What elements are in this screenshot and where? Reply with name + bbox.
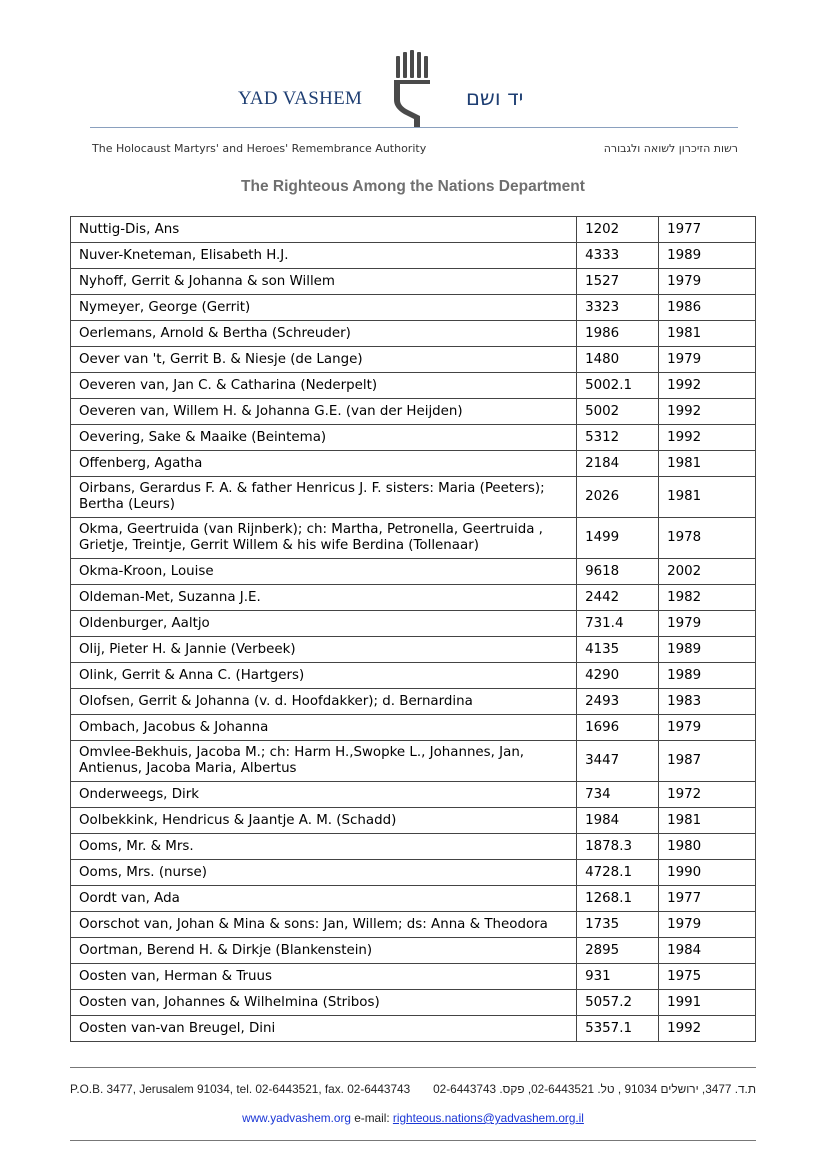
record-name: Oerlemans, Arnold & Bertha (Schreuder) — [71, 321, 577, 347]
record-file-number: 2184 — [577, 451, 659, 477]
record-year: 1992 — [659, 425, 756, 451]
record-name: Oevering, Sake & Maaike (Beintema) — [71, 425, 577, 451]
record-year: 1987 — [659, 741, 756, 782]
footer-address — [70, 1082, 756, 1098]
record-file-number: 2895 — [577, 938, 659, 964]
record-year: 1979 — [659, 269, 756, 295]
record-name: Nuver-Kneteman, Elisabeth H.J. — [71, 243, 577, 269]
record-file-number: 5002 — [577, 399, 659, 425]
record-year: 1989 — [659, 637, 756, 663]
table-row — [71, 295, 756, 321]
address-hebrew: ת.ד. 3477, ירושלים 91034 , טל. 02-6443521, פקס. 02-6443743 — [433, 1082, 756, 1096]
record-year: 1972 — [659, 782, 756, 808]
record-year: 1984 — [659, 938, 756, 964]
record-name: Nyhoff, Gerrit & Johanna & son Willem — [71, 269, 577, 295]
table-row — [71, 321, 756, 347]
record-file-number: 3447 — [577, 741, 659, 782]
authority-hebrew: רשות הזיכרון לשואה ולגבורה — [603, 142, 738, 155]
record-file-number: 2442 — [577, 585, 659, 611]
record-file-number: 1480 — [577, 347, 659, 373]
table-row — [71, 518, 756, 559]
record-file-number: 1878.3 — [577, 834, 659, 860]
record-file-number: 1986 — [577, 321, 659, 347]
record-year: 1992 — [659, 1016, 756, 1042]
record-year: 1983 — [659, 689, 756, 715]
record-name: Oortman, Berend H. & Dirkje (Blankenstein) — [71, 938, 577, 964]
record-name: Olofsen, Gerrit & Johanna (v. d. Hoofdakker); d. Bernardina — [71, 689, 577, 715]
record-year: 1981 — [659, 477, 756, 518]
record-name: Onderweegs, Dirk — [71, 782, 577, 808]
record-name: Oolbekkink, Hendricus & Jaantje A. M. (Schadd) — [71, 808, 577, 834]
footer-divider-top — [70, 1067, 756, 1068]
table-row — [71, 611, 756, 637]
record-file-number: 9618 — [577, 559, 659, 585]
email-link[interactable]: righteous.nations@yadvashem.org.il — [392, 1111, 584, 1125]
record-year: 2002 — [659, 559, 756, 585]
record-year: 1980 — [659, 834, 756, 860]
record-file-number: 5057.2 — [577, 990, 659, 1016]
record-file-number: 4333 — [577, 243, 659, 269]
record-name: Oldeman-Met, Suzanna J.E. — [71, 585, 577, 611]
record-name: Oldenburger, Aaltjo — [71, 611, 577, 637]
record-name: Oirbans, Gerardus F. A. & father Henricus J. F. sisters: Maria (Peeters); Bertha (Leurs) — [71, 477, 577, 518]
record-name: Oorschot van, Johan & Mina & sons: Jan, Willem; ds: Anna & Theodora — [71, 912, 577, 938]
record-year: 1977 — [659, 886, 756, 912]
record-file-number: 4290 — [577, 663, 659, 689]
record-year: 1992 — [659, 399, 756, 425]
record-year: 1975 — [659, 964, 756, 990]
table-row — [71, 938, 756, 964]
record-name: Ooms, Mrs. (nurse) — [71, 860, 577, 886]
record-year: 1979 — [659, 912, 756, 938]
org-name-hebrew: יד ושם — [466, 86, 524, 110]
table-row — [71, 269, 756, 295]
record-year: 1979 — [659, 347, 756, 373]
table-row — [71, 243, 756, 269]
address-english: P.O.B. 3477, Jerusalem 91034, tel. 02-6443521, fax. 02-6443743 — [70, 1082, 411, 1096]
table-row — [71, 834, 756, 860]
record-name: Oordt van, Ada — [71, 886, 577, 912]
record-year: 1977 — [659, 217, 756, 243]
record-year: 1979 — [659, 611, 756, 637]
record-file-number: 4728.1 — [577, 860, 659, 886]
table-row — [71, 912, 756, 938]
record-year: 1982 — [659, 585, 756, 611]
record-name: Okma, Geertruida (van Rijnberk); ch: Martha, Petronella, Geertruida , Grietje, Treintje, Gerrit Willem & his wife Berdina (Tollenaar) — [71, 518, 577, 559]
org-name-english: YAD VASHEM — [238, 88, 363, 109]
record-name: Oeveren van, Willem H. & Johanna G.E. (van der Heijden) — [71, 399, 577, 425]
email-label: e-mail: — [354, 1111, 390, 1125]
letterhead — [0, 0, 826, 170]
department-title: The Righteous Among the Nations Department — [241, 178, 585, 195]
table-row — [71, 559, 756, 585]
table-row — [71, 663, 756, 689]
table-row — [71, 451, 756, 477]
footer-divider-bottom — [70, 1140, 756, 1141]
record-name: Okma-Kroon, Louise — [71, 559, 577, 585]
table-row — [71, 808, 756, 834]
record-name: Oosten van-van Breugel, Dini — [71, 1016, 577, 1042]
record-name: Nuttig-Dis, Ans — [71, 217, 577, 243]
website-link[interactable]: www.yadvashem.org — [242, 1111, 351, 1125]
table-row — [71, 399, 756, 425]
record-name: Nymeyer, George (Gerrit) — [71, 295, 577, 321]
table-row — [71, 689, 756, 715]
table-row — [71, 782, 756, 808]
record-name: Olij, Pieter H. & Jannie (Verbeek) — [71, 637, 577, 663]
record-file-number: 1735 — [577, 912, 659, 938]
table-row — [71, 964, 756, 990]
record-file-number: 3323 — [577, 295, 659, 321]
record-name: Olink, Gerrit & Anna C. (Hartgers) — [71, 663, 577, 689]
table-row — [71, 637, 756, 663]
righteous-table — [70, 216, 756, 1042]
record-file-number: 1696 — [577, 715, 659, 741]
record-file-number: 1499 — [577, 518, 659, 559]
table-row — [71, 477, 756, 518]
record-name: Oever van 't, Gerrit B. & Niesje (de Lange) — [71, 347, 577, 373]
record-name: Offenberg, Agatha — [71, 451, 577, 477]
record-year: 1990 — [659, 860, 756, 886]
header-divider — [90, 127, 738, 128]
record-file-number: 1527 — [577, 269, 659, 295]
table-row — [71, 990, 756, 1016]
record-year: 1981 — [659, 451, 756, 477]
record-file-number: 2493 — [577, 689, 659, 715]
table-row — [71, 425, 756, 451]
record-name: Omvlee-Bekhuis, Jacoba M.; ch: Harm H.,Swopke L., Johannes, Jan, Antienus, Jacoba Maria, Albertus — [71, 741, 577, 782]
record-file-number: 2026 — [577, 477, 659, 518]
table-row — [71, 347, 756, 373]
record-file-number: 734 — [577, 782, 659, 808]
table-row — [71, 1016, 756, 1042]
table-row — [71, 373, 756, 399]
record-year: 1989 — [659, 663, 756, 689]
record-file-number: 5002.1 — [577, 373, 659, 399]
authority-english: The Holocaust Martyrs' and Heroes' Remembrance Authority — [92, 142, 427, 155]
table-row — [71, 860, 756, 886]
record-year: 1991 — [659, 990, 756, 1016]
record-year: 1989 — [659, 243, 756, 269]
record-file-number: 1202 — [577, 217, 659, 243]
table-row — [71, 741, 756, 782]
record-file-number: 5312 — [577, 425, 659, 451]
record-year: 1978 — [659, 518, 756, 559]
record-file-number: 731.4 — [577, 611, 659, 637]
table-row — [71, 715, 756, 741]
righteous-table-body — [71, 217, 756, 1042]
record-file-number: 5357.1 — [577, 1016, 659, 1042]
record-file-number: 1984 — [577, 808, 659, 834]
table-row — [71, 585, 756, 611]
record-name: Oosten van, Herman & Truus — [71, 964, 577, 990]
record-year: 1986 — [659, 295, 756, 321]
record-year: 1981 — [659, 808, 756, 834]
record-name: Ombach, Jacobus & Johanna — [71, 715, 577, 741]
record-file-number: 1268.1 — [577, 886, 659, 912]
record-year: 1981 — [659, 321, 756, 347]
yad-vashem-logo-icon — [386, 50, 442, 130]
table-row — [71, 886, 756, 912]
footer-contact — [0, 1111, 826, 1125]
record-file-number: 931 — [577, 964, 659, 990]
record-name: Ooms, Mr. & Mrs. — [71, 834, 577, 860]
record-year: 1992 — [659, 373, 756, 399]
authority-line — [92, 142, 738, 160]
record-file-number: 4135 — [577, 637, 659, 663]
table-row — [71, 217, 756, 243]
record-year: 1979 — [659, 715, 756, 741]
record-name: Oosten van, Johannes & Wilhelmina (Stribos) — [71, 990, 577, 1016]
record-name: Oeveren van, Jan C. & Catharina (Nederpelt) — [71, 373, 577, 399]
